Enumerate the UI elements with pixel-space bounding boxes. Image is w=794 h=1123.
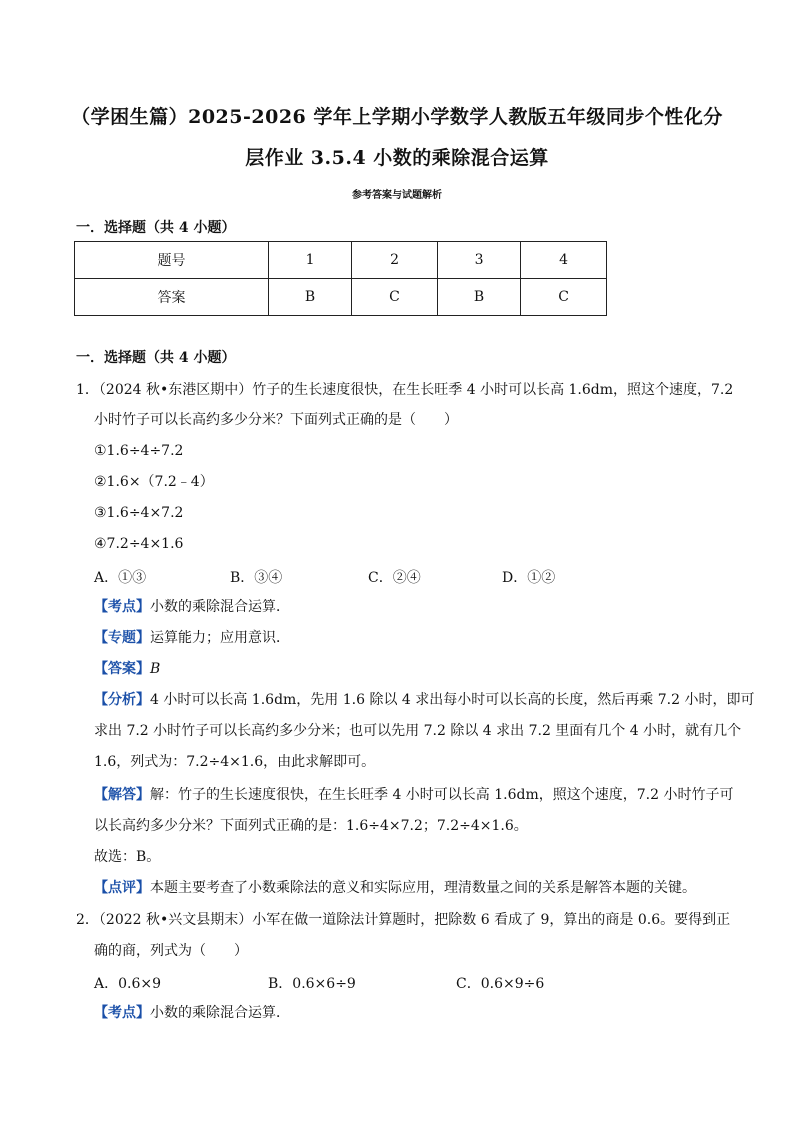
kaodian-tag: 【考点】 [94,1005,150,1021]
table-cell: B [268,279,351,316]
table-cell: 3 [437,242,520,279]
question-1-line-1 [76,380,733,400]
table-cell: 题号 [75,242,269,279]
question-1-option-a: A．①③ [94,570,147,586]
question-2-option-c: C．0.6×9÷6 [456,976,545,992]
daan-tag: 【答案】 [94,661,150,677]
question-2-kaodian [94,1003,290,1023]
document-title-line-1: （学困生篇）2025-2026 学年上学期小学数学人教版五年级同步个性化分 [71,106,723,128]
zhuanti-text: 运算能力；应用意识． [150,630,290,646]
dianping-text: 本题主要考查了小数乘除法的意义和实际应用，理清数量之间的关系是解答本题的关键。 [150,880,696,896]
question-2-line-1 [76,910,730,930]
table-cell: 答案 [75,279,269,316]
question-1-line-2: 小时竹子可以长高约多少分米？下面列式正确的是（ ） [94,412,458,428]
answer-table [74,241,607,316]
question-1-option-d: D．①② [502,570,556,586]
question-1-daan [94,659,160,679]
table-cell: C [352,279,438,316]
section-heading-answers: 一．选择题（共 4 小题） [76,220,236,236]
question-1-jieda-line-1 [94,785,733,805]
kaodian-text: 小数的乘除混合运算． [150,1005,290,1021]
question-1-guxuan: 故选：B。 [94,849,161,865]
question-number: 2． [76,912,99,928]
question-1-fenxi-line-2: 求出 7.2 小时竹子可以长高约多少分米；也可以先用 7.2 除以 4 求出 7.2 里面有几个 4 小时，就有几个 [94,723,742,739]
section-heading-questions: 一．选择题（共 4 小题） [76,350,236,366]
question-text: （2024 秋•东港区期中）竹子的生长速度很快，在生长旺季 4 小时可以长高 1.6dm，照这个速度，7.2 [98,382,734,398]
question-2-option-b: B．0.6×6÷9 [268,976,356,992]
question-1-fenxi-line-3: 1.6，列式为：7.2÷4×1.6，由此求解即可。 [94,754,376,770]
fenxi-tag: 【分析】 [94,692,150,708]
question-1-option-c: C．②④ [368,570,421,586]
jieda-tag: 【解答】 [94,787,150,803]
question-1-fenxi-line-1 [94,690,754,710]
question-1-item-1: ①1.6÷4÷7.2 [94,443,184,459]
document-title-line-2: 层作业 3.5.4 小数的乘除混合运算 [245,147,549,169]
zhuanti-tag: 【专题】 [94,630,150,646]
question-1-item-4: ④7.2÷4×1.6 [94,536,184,552]
fenxi-text: 4 小时可以长高 1.6dm，先用 1.6 除以 4 求出每小时可以长高的长度，然后再乘 7.2 小时，即可 [150,692,755,708]
daan-text: B [150,661,161,677]
table-cell: 2 [352,242,438,279]
kaodian-text: 小数的乘除混合运算． [150,599,290,615]
question-1-zhuanti [94,628,290,648]
kaodian-tag: 【考点】 [94,599,150,615]
table-cell: C [521,279,607,316]
question-1-item-3: ③1.6÷4×7.2 [94,505,184,521]
question-1-option-b: B．③④ [230,570,283,586]
question-text: （2022 秋•兴文县期末）小军在做一道除法计算题时，把除数 6 看成了 9，算出的商是 0.6。要得到正 [98,912,731,928]
question-1-item-2: ②1.6×（7.2﹣4） [94,474,214,490]
dianping-tag: 【点评】 [94,880,150,896]
table-row [75,279,607,316]
question-2-option-a: A．0.6×9 [94,976,162,992]
jieda-text: 解：竹子的生长速度很快，在生长旺季 4 小时可以长高 1.6dm，照这个速度，7.2 小时竹子可 [150,787,734,803]
table-cell: 1 [268,242,351,279]
question-number: 1． [76,382,99,398]
question-1-dianping [94,878,696,898]
document-subtitle: 参考答案与试题解析 [352,190,442,201]
question-1-kaodian [94,597,290,617]
table-cell: B [437,279,520,316]
table-row [75,242,607,279]
question-1-jieda-line-2: 以长高约多少分米？下面列式正确的是：1.6÷4×7.2；7.2÷4×1.6。 [94,818,528,834]
question-2-line-2: 确的商，列式为（ ） [94,943,248,959]
table-cell: 4 [521,242,607,279]
